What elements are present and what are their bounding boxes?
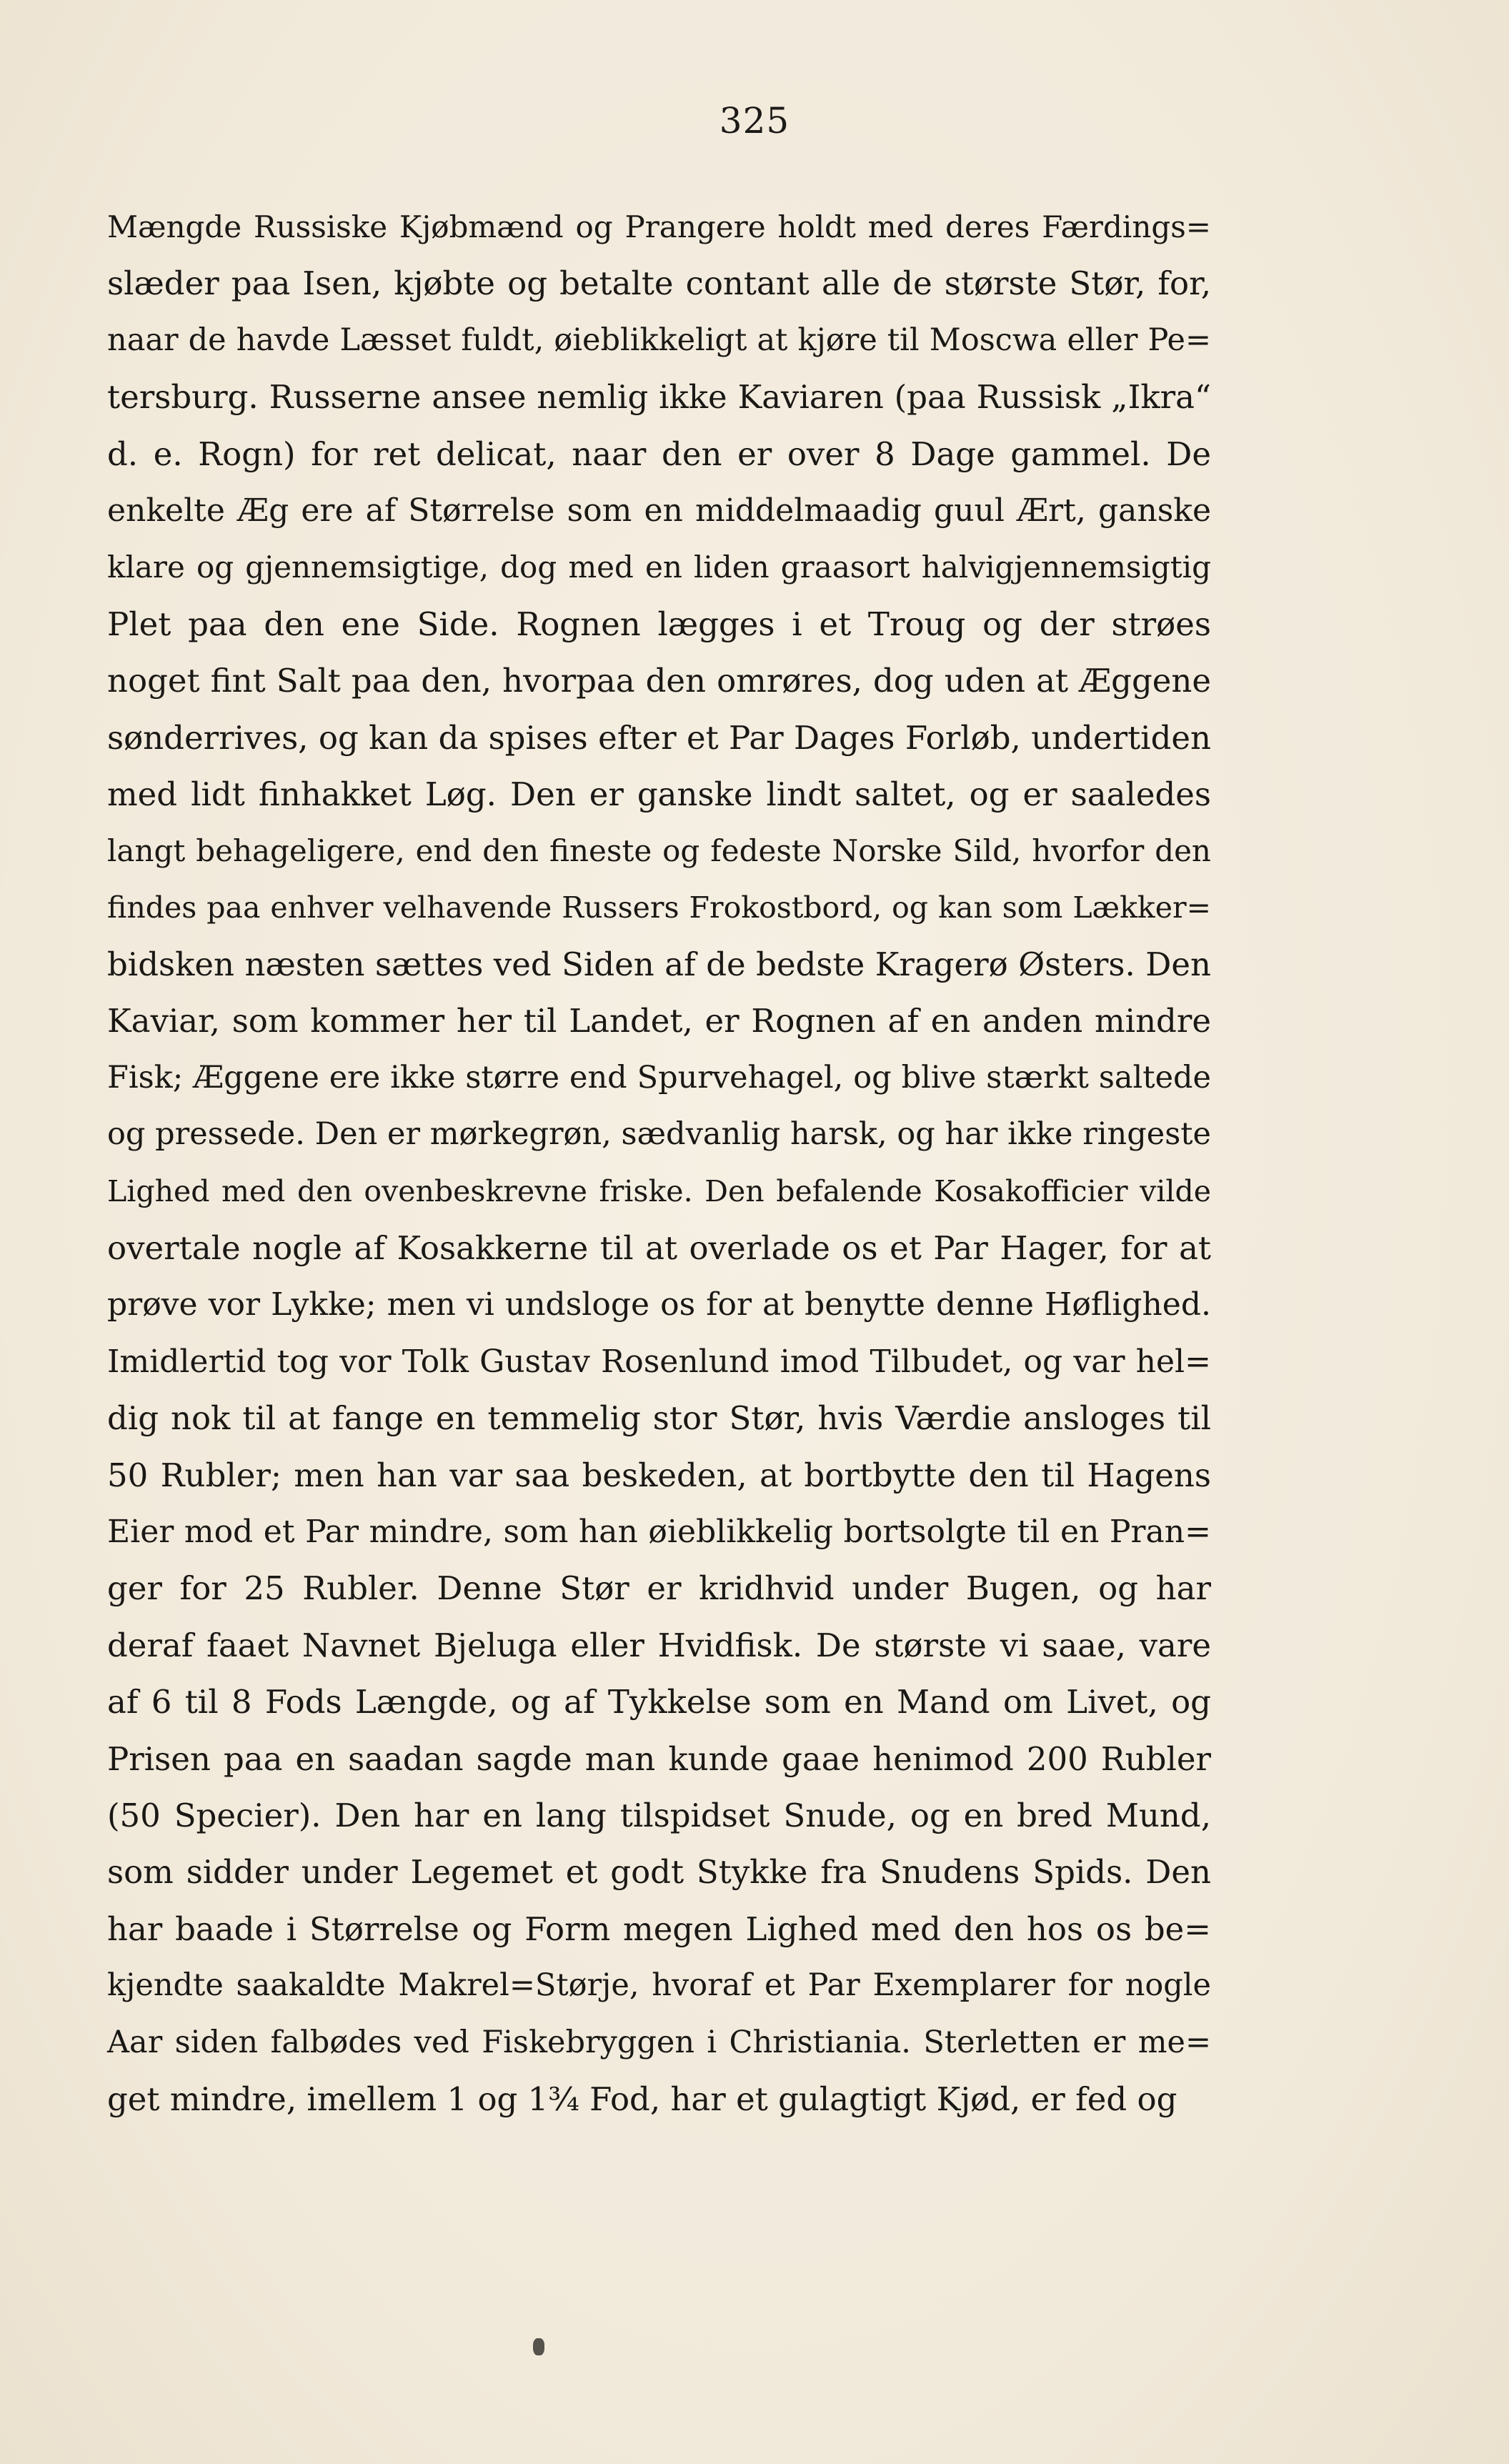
text-line: Kaviar, som kommer her til Landet, er Rognen af en anden mindre xyxy=(107,1002,1211,1040)
text-line: slæder paa Isen, kjøbte og betalte contant alle de største Stør, for, xyxy=(107,264,1211,303)
text-line: overtale nogle af Kosakkerne til at overlade os et Par Hager, for at xyxy=(107,1229,1211,1268)
text-line: Fisk; Æggene ere ikke større end Spurvehagel, og blive stærkt saltede xyxy=(107,1059,1211,1096)
text-line: Eier mod et Par mindre, som han øieblikkelig bortsolgte til en Pran= xyxy=(107,1513,1211,1550)
text-line: og pressede. Den er mørkegrøn, sædvanlig harsk, og har ikke ringeste xyxy=(107,1116,1211,1153)
text-line: har baade i Størrelse og Form megen Lighed med den hos os be= xyxy=(107,1909,1211,1948)
text-line: (50 Specier). Den har en lang tilspidset Snude, og en bred Mund, xyxy=(107,1796,1211,1834)
text-line: enkelte Æg ere af Størrelse som en middelmaadig guul Ært, ganske xyxy=(107,492,1211,529)
text-line: Lighed med den ovenbeskrevne friske. Den befalende Kosakofficier vilde xyxy=(107,1173,1211,1208)
text-line: kjendte saakaldte Makrel=Størje, hvoraf et Par Exemplarer for nogle xyxy=(107,1967,1211,2004)
text-line: Aar siden falbødes ved Fiskebryggen i Christiania. Sterletten er me= xyxy=(107,2024,1211,2060)
text-line: sønderrives, og kan da spises efter et Par Dages Forløb, undertiden xyxy=(107,718,1211,757)
text-line: d. e. Rogn) for ret delicat, naar den er over 8 Dage gammel. De xyxy=(107,434,1211,473)
text-line: noget fint Salt paa den, hvorpaa den omrøres, dog uden at Æggene xyxy=(107,662,1211,700)
text-line: som sidder under Legemet et godt Stykke fra Snudens Spids. Den xyxy=(107,1853,1211,1892)
text-line: Plet paa den ene Side. Rognen lægges i et Troug og der strøes xyxy=(107,605,1211,643)
text-line: dig nok til at fange en temmelig stor Stør, hvis Værdie ansloges til xyxy=(107,1399,1211,1438)
page-number: 325 xyxy=(719,100,790,141)
ink-blot-mark xyxy=(533,2338,544,2355)
text-line: get mindre, imellem 1 og 1³⁄₄ Fod, har et gulagtigt Kjød, er fed og xyxy=(107,2080,1177,2118)
body-text xyxy=(107,199,1211,2127)
text-line: klare og gjennemsigtige, dog med en liden graasort halvigjennemsigtig xyxy=(107,550,1211,585)
text-line: prøve vor Lykke; men vi undsloge os for at benytte denne Høflighed. xyxy=(107,1286,1211,1323)
text-line: 50 Rubler; men han var saa beskeden, at bortbytte den til Hagens xyxy=(107,1456,1211,1494)
text-line: ger for 25 Rubler. Denne Stør er kridhvid under Bugen, og har xyxy=(107,1569,1211,1608)
text-line: langt behageligere, end den fineste og fedeste Norske Sild, hvorfor den xyxy=(107,833,1211,869)
text-line: Imidlertid tog vor Tolk Gustav Rosenlund imod Tilbudet, og var hel= xyxy=(107,1343,1211,1380)
text-line: Mængde Russiske Kjøbmænd og Prangere holdt med deres Færdings= xyxy=(107,209,1211,244)
text-line: af 6 til 8 Fods Længde, og af Tykkelse som en Mand om Livet, og xyxy=(107,1683,1211,1722)
text-line: tersburg. Russerne ansee nemlig ikke Kaviaren (paa Russisk „Ikra“ xyxy=(107,378,1211,417)
text-line: findes paa enhver velhavende Russers Frokostbord, og kan som Lækker= xyxy=(107,890,1211,925)
text-line: bidsken næsten sættes ved Siden af de bedste Kragerø Østers. Den xyxy=(107,945,1211,984)
text-line: med lidt finhakket Løg. Den er ganske lindt saltet, og er saaledes xyxy=(107,775,1211,813)
text-line: Prisen paa en saadan sagde man kunde gaae henimod 200 Rubler xyxy=(107,1739,1211,1778)
text-line: naar de havde Læsset fuldt, øieblikkeligt at kjøre til Moscwa eller Pe= xyxy=(107,322,1211,358)
text-line: deraf faaet Navnet Bjeluga eller Hvidfisk. De største vi saae, vare xyxy=(107,1626,1211,1664)
